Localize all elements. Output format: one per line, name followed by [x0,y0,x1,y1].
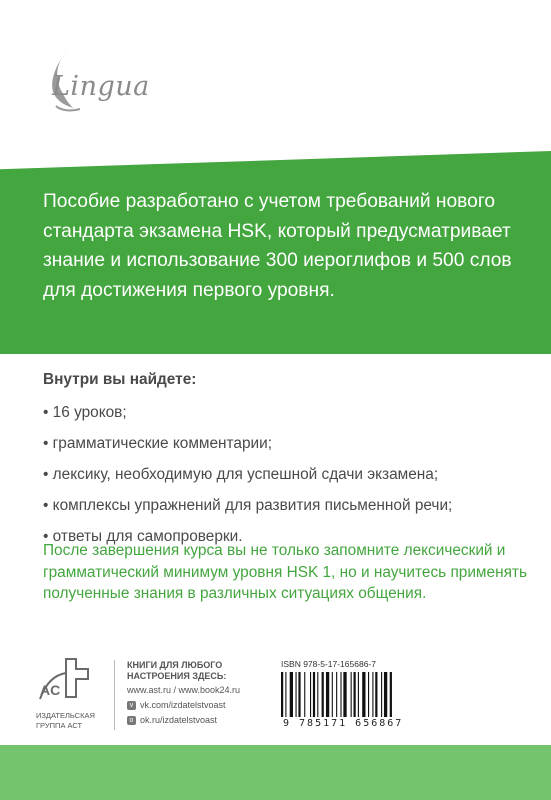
list-item: • ответы для самопроверки. [43,521,452,552]
footer-band [0,745,551,800]
banner-text: Пособие разработано с учетом требований нового стандарта экзамена HSK, который предусматривает знание и использование 300 иероглифов и 500 слов для достижения первого уровня. [43,191,512,301]
list-item: • комплексы упражнений для развития письменной речи; [43,490,452,521]
websites-link[interactable]: www.ast.ru / www.book24.ru [127,685,241,695]
list-item: • грамматические комментарии; [43,428,452,459]
publisher-links [127,660,240,726]
isbn-label: ISBN 978-5-17-165686-7 [281,659,376,669]
ok-icon: o [127,716,136,725]
list-item: • 16 уроков; [43,397,452,428]
divider [114,660,115,730]
ok-row[interactable] [127,715,240,726]
vk-row[interactable] [127,700,240,711]
ast-logo-icon [36,655,94,705]
vk-link[interactable]: vk.com/izdatelstvoast [140,700,226,710]
inside-title: Внутри вы найдете: [43,371,197,388]
closing-text: После завершения курса вы не только запомните лексический и грамматический минимум уровня HSK 1, но и научитесь применять полученные знания в различных ситуациях общения. [43,542,527,602]
books-heading-line2: НАСТРОЕНИЯ ЗДЕСЬ: [127,671,227,681]
inside-list [43,397,452,552]
vk-icon: v [127,701,136,710]
publisher-caption-line2: ГРУППА АСТ [36,721,83,730]
lingua-wordmark: Lingua [52,71,150,102]
barcode-icon [281,672,427,717]
publisher-caption-line1: ИЗДАТЕЛЬСКАЯ [36,711,95,720]
list-item: • лексику, необходимую для успешной сдачи экзамена; [43,459,452,490]
svg-text:AC: AC [40,682,61,698]
barcode-digits: 9 785171 656867 [283,718,404,729]
books-heading-line1: КНИГИ ДЛЯ ЛЮБОГО [127,660,223,670]
publisher-caption [36,711,108,731]
ok-link[interactable]: ok.ru/izdatelstvoast [140,715,218,725]
